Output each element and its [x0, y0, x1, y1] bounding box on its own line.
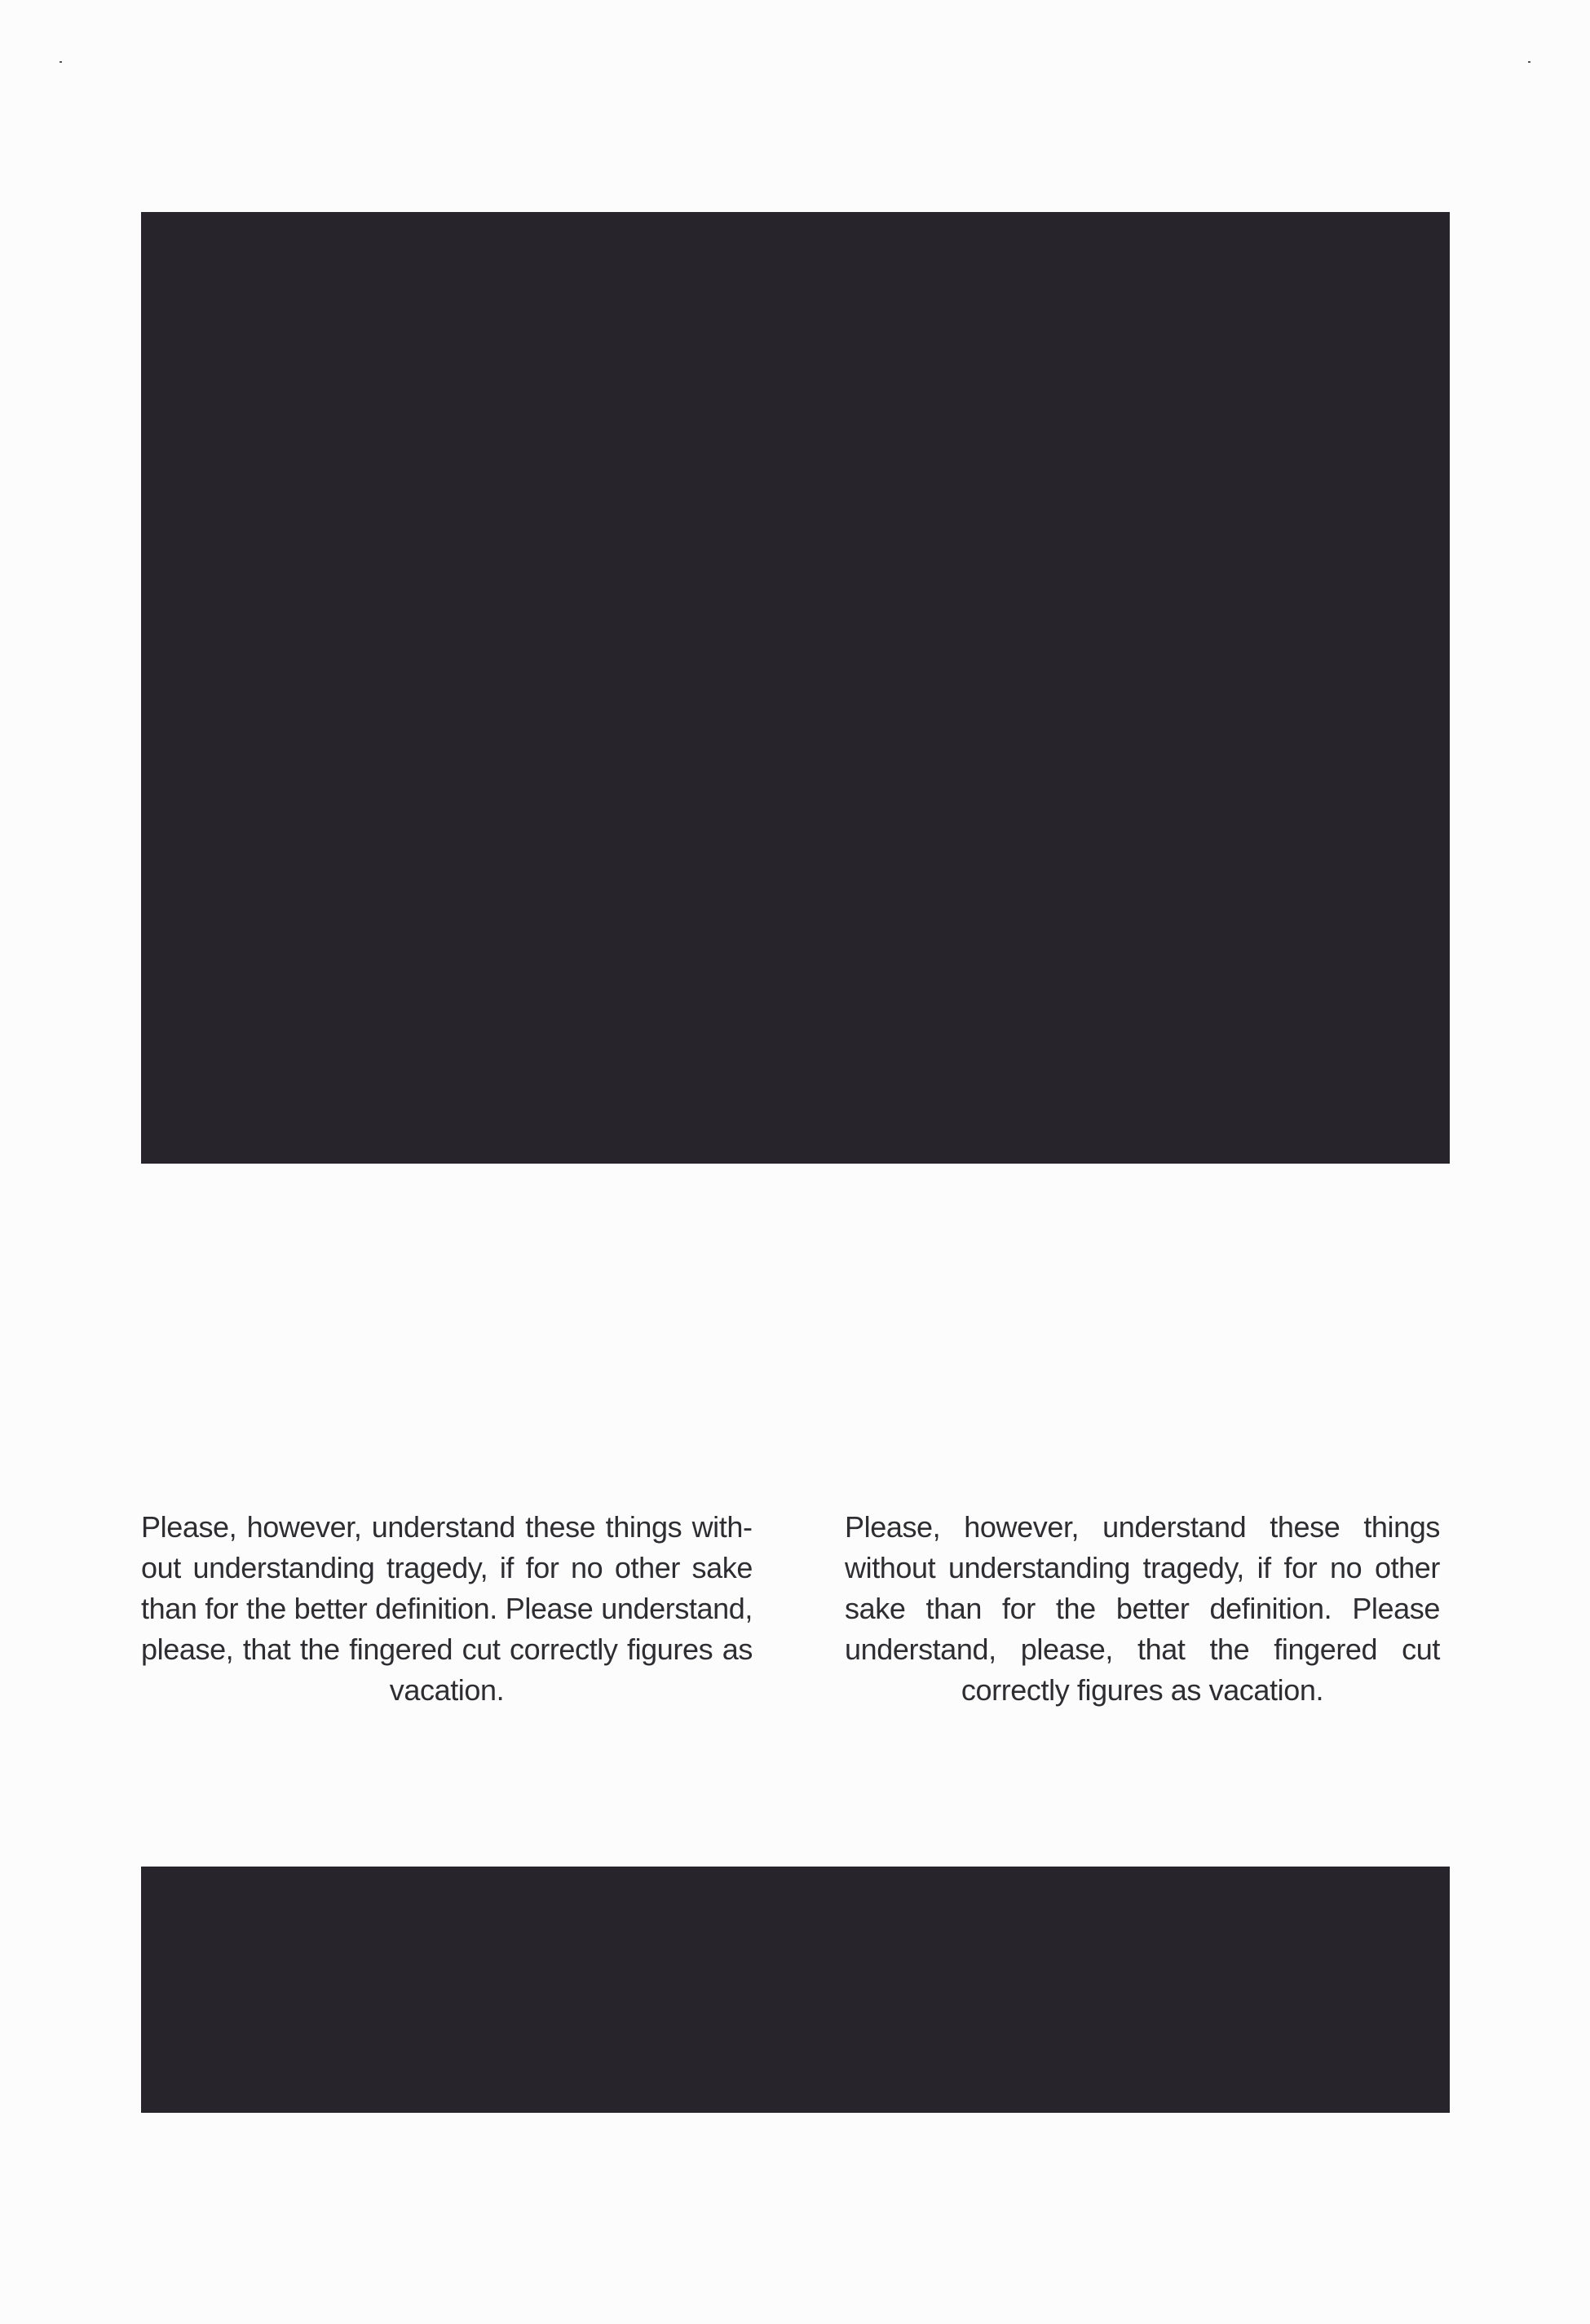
bottom-image-placeholder — [141, 1867, 1450, 2113]
body-text-right-column: Please, however, understand these things without understanding tragedy, if for no other sake than for the better definition. Please understand, please, that the fingered cut correctly figures as vacation. — [845, 1510, 1440, 1707]
crop-mark-top-left — [60, 61, 62, 63]
body-text-left-column: Please, however, understand these things without understanding tragedy, if for no other sake than for the better definition. Please understand, please, that the fingered cut correctly figures as vacation. — [141, 1510, 753, 1707]
crop-mark-top-right — [1528, 61, 1530, 63]
top-image-placeholder — [141, 212, 1450, 1164]
